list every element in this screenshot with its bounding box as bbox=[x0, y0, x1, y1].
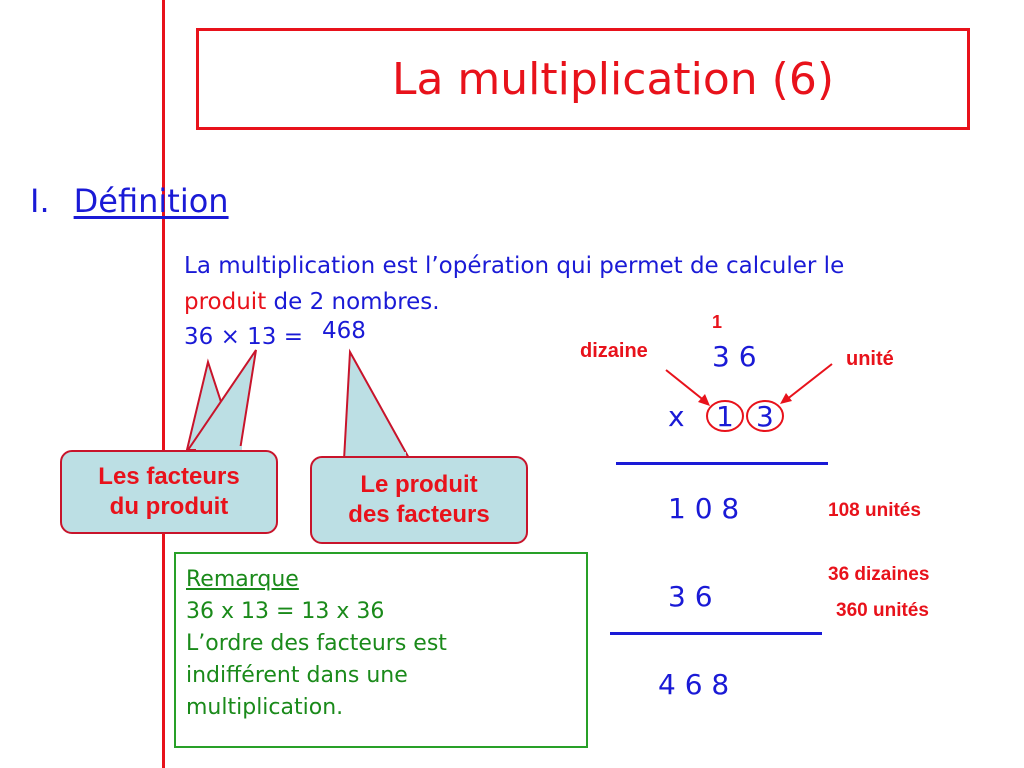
callout-product-line2: des facteurs bbox=[348, 501, 490, 528]
definition-highlight: produit bbox=[184, 289, 267, 315]
note-108-units: 108 unités bbox=[828, 500, 921, 521]
remark-line2: L’ordre des facteurs est indifférent dans une multiplication. bbox=[186, 631, 447, 720]
note-36-tens: 36 dizaines bbox=[828, 564, 930, 585]
multiplier-tens: 1 bbox=[716, 400, 734, 433]
section-number: I. bbox=[30, 182, 50, 220]
final-result: 4 6 8 bbox=[658, 668, 730, 701]
partial-product-1: 1 0 8 bbox=[668, 492, 740, 525]
rule-1 bbox=[616, 462, 828, 465]
callout-factors-line1: Les facteurs bbox=[98, 463, 240, 490]
equation-result: 468 bbox=[322, 318, 366, 344]
definition-part2: de 2 nombres. bbox=[266, 289, 440, 315]
remark-title: Remarque bbox=[186, 567, 299, 592]
callout-product-line1: Le produit bbox=[360, 471, 478, 498]
times-sign: x bbox=[668, 400, 685, 433]
label-dizaine: dizaine bbox=[580, 340, 648, 362]
rule-2 bbox=[610, 632, 822, 635]
definition-part1: La multiplication est l’opération qui permet de calculer le bbox=[184, 253, 845, 279]
note-360-units: 360 unités bbox=[836, 600, 929, 621]
multiplier-units: 3 bbox=[756, 400, 774, 433]
arrow-unite bbox=[786, 364, 832, 400]
callout-factors-line2: du produit bbox=[109, 493, 229, 520]
remark-box bbox=[174, 552, 588, 748]
carry-digit: 1 bbox=[712, 312, 723, 332]
section-name: Définition bbox=[73, 182, 229, 220]
label-unite: unité bbox=[846, 348, 894, 370]
equation-left: 36 × 13 = bbox=[184, 324, 304, 350]
arrow-dizaine bbox=[666, 370, 706, 402]
remark-line1: 36 x 13 = 13 x 36 bbox=[186, 599, 385, 624]
multiplicand: 3 6 bbox=[712, 340, 757, 373]
slide-title: La multiplication (6) bbox=[391, 53, 835, 105]
product-pointer bbox=[344, 352, 410, 460]
partial-product-2: 3 6 bbox=[668, 580, 713, 613]
callout-factors bbox=[60, 450, 278, 534]
arrow-unite-head bbox=[780, 393, 792, 404]
callout-product bbox=[310, 456, 528, 544]
